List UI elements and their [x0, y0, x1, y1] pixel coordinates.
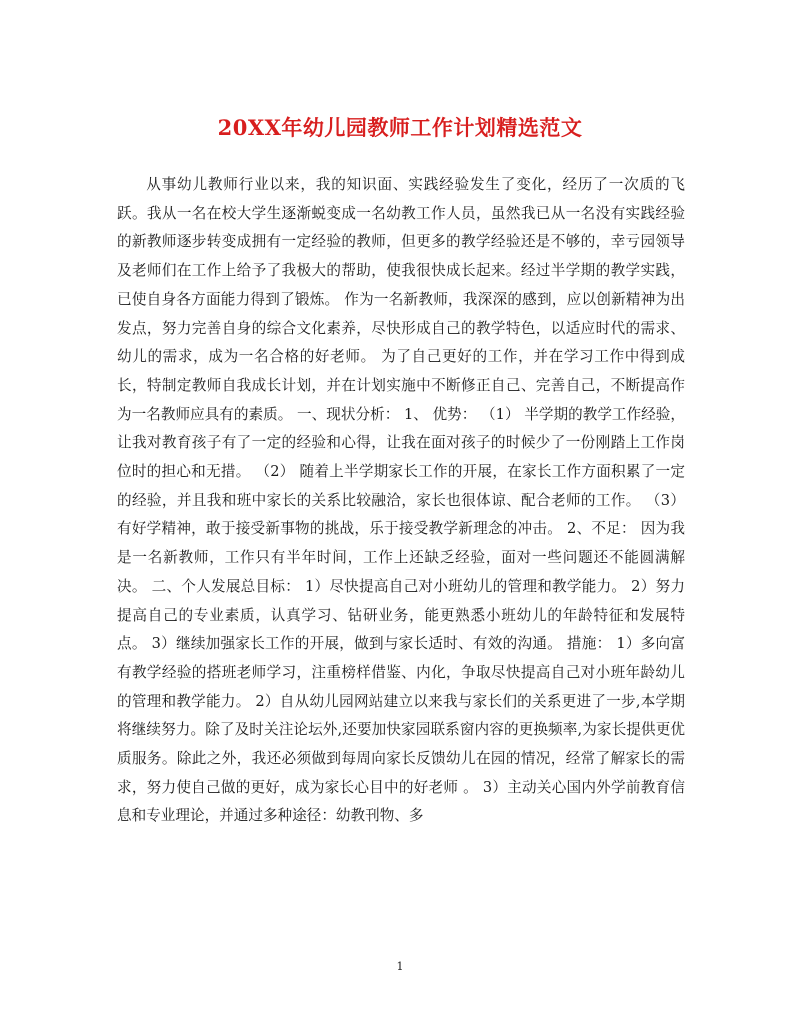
page-number: 1 [396, 960, 404, 973]
body-paragraph: 从事幼儿教师行业以来，我的知识面、实践经验发生了变化，经历了一次质的飞跃。我从一名在校大学生逐渐蜕变成一名幼教工作人员，虽然我已从一名没有实践经验的新教师逐步转变成拥有一定经验的教师，但更多的教学经验还是不够的，幸亏园领导及老师们在工作上给予了我极大的帮助，使我很快成长起来。经过半学期的教学实践，已使自身各方面能力得到了锻炼。 作为一名新教师，我深深的感到，应以创新精神为出发点，努力完善自身的综合文化素养，尽快形成自己的教学特色，以适应时代的需求、幼儿的需求，成为一名合格的好老师。 为了自己更好的工作，并在学习工作中得到成长，特制定教师自我成长计划，并在计划实施中不断修正自己、完善自己，不断提高作为一名教师应具有的素质。 一、现状分析： 1、 优势： （1） 半学期的教学工作经验，让我对教育孩子有了一定的经验和心得，让我在面对孩子的时候少了一份刚踏上工作岗位时的担心和无措。 （2） 随着上半学期家长工作的开展，在家长工作方面积累了一定的经验，并且我和班中家长的关系比较融洽，家长也很体谅、配合老师的工作。 （3） 有好学精神，敢于接受新事物的挑战，乐于接受教学新理念的冲击。 2、不足： 因为我是一名新教师，工作只有半年时间，工作上还缺乏经验，面对一些问题还不能圆满解决。 二、个人发展总目标： 1）尽快提高自己对小班幼儿的管理和教学能力。 2）努力提高自己的专业素质，认真学习、钻研业务，能更熟悉小班幼儿的年龄特征和发展特点。 3）继续加强家长工作的开展，做到与家长适时、有效的沟通。 措施： 1）多向富有教学经验的搭班老师学习，注重榜样借鉴、内化，争取尽快提高自己对小班年龄幼儿的管理和教学能力。 2）自从幼儿园网站建立以来我与家长们的关系更进了一步,本学期将继续努力。除了及时关注论坛外,还要加快家园联系窗内容的更换频率,为家长提供更优质服务。除此之外，我还必须做到每周向家长反馈幼儿在园的情况，经常了解家长的需求，努力使自己做的更好，成为家长心目中的好老师 。 3）主动关心国内外学前教育信息和专业理论，并通过多种途径：幼教刊物、多 [117, 176, 685, 825]
document-title: 20XX年幼儿园教师工作计划精选范文 [217, 115, 583, 140]
